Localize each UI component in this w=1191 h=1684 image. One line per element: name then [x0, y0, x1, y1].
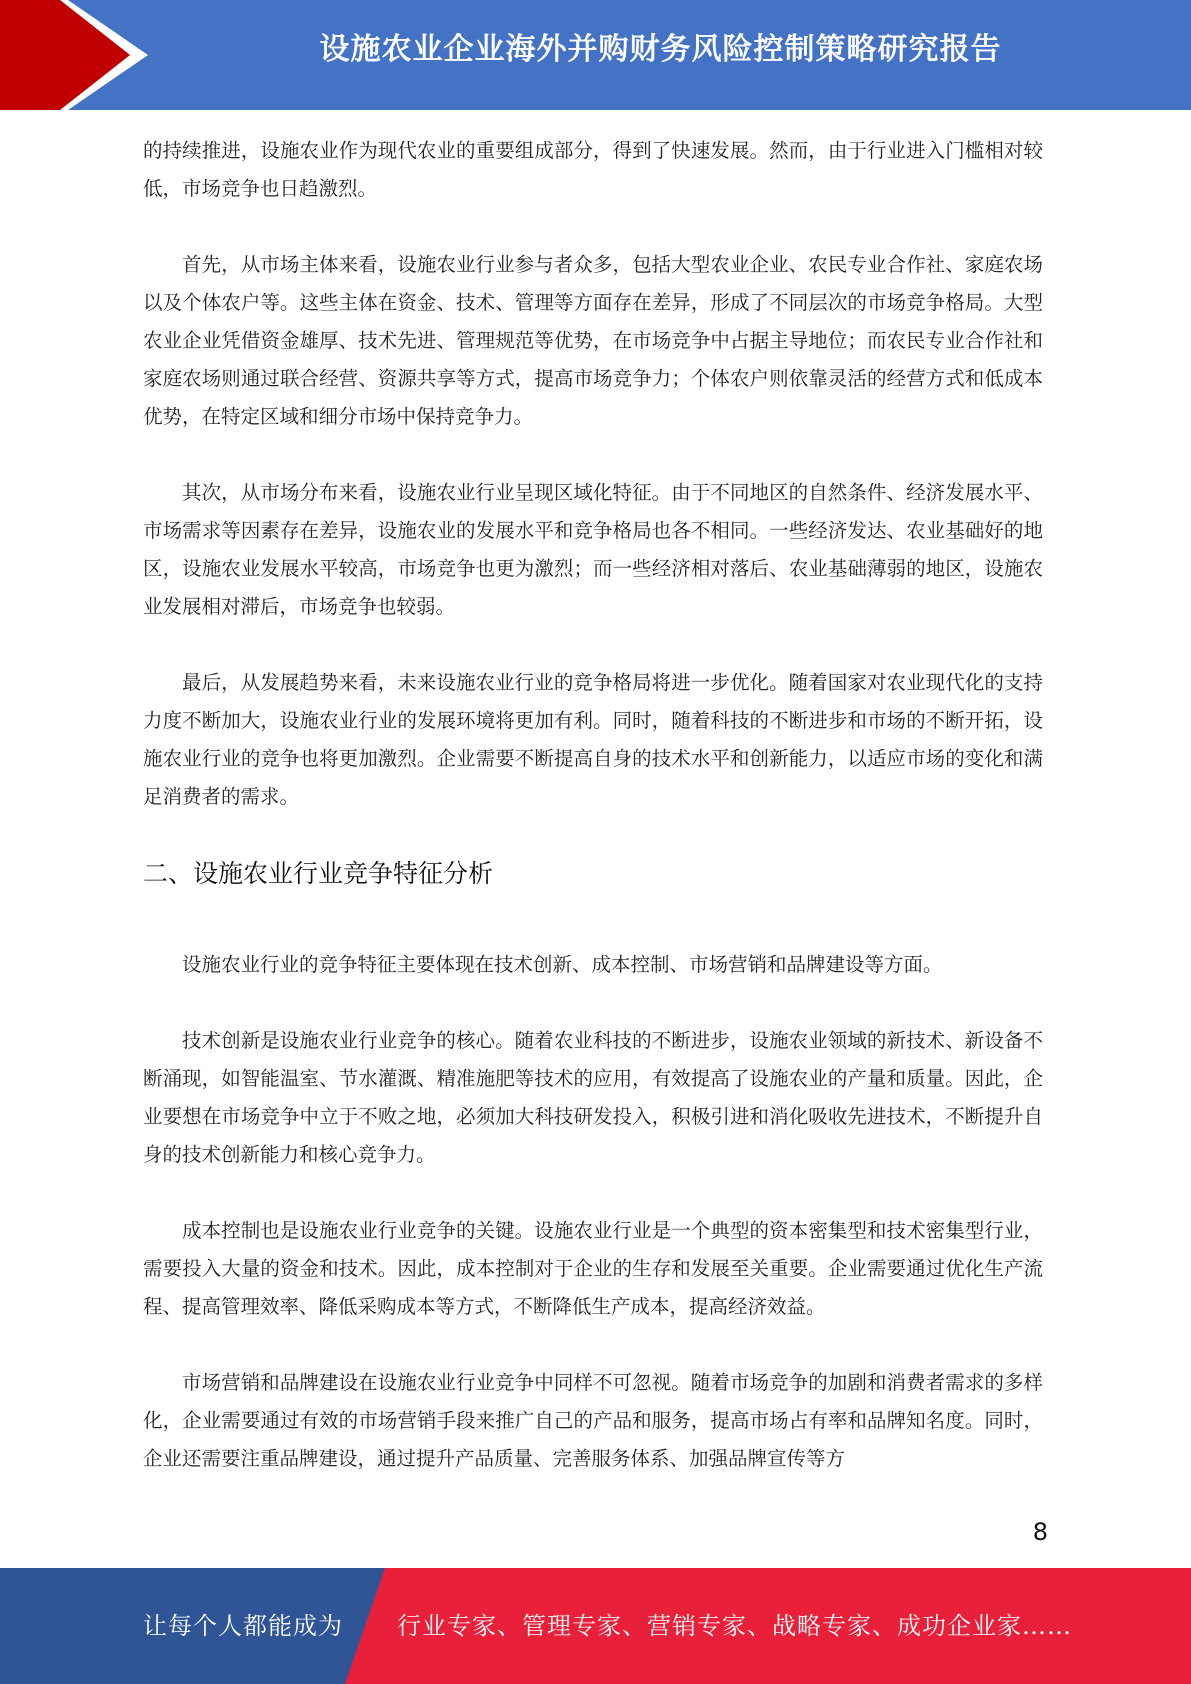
header-chevron-decoration	[0, 0, 160, 110]
paragraph: 技术创新是设施农业行业竞争的核心。随着农业科技的不断进步，设施农业领域的新技术、新设备不断涌现，如智能温室、节水灌溉、精准施肥等技术的应用，有效提高了设施农业的产量和质量。因此，企业要想在市场竞争中立于不败之地，必须加大科技研发投入，积极引进和消化吸收先进技术，不断提升自身的技术创新能力和核心竞争力。	[143, 1029, 1043, 1166]
page-footer	[0, 1568, 1191, 1684]
footer-slogan-right: 行业专家、管理专家、营销专家、战略专家、成功企业家……	[397, 1612, 1072, 1640]
page-number: 8	[1032, 1518, 1048, 1546]
footer-slogan-left: 让每个人都能成为	[143, 1612, 343, 1640]
report-title: 设施农业企业海外并购财务风险控制策略研究报告	[319, 32, 1002, 67]
page-content	[143, 132, 1043, 1516]
paragraph: 的持续推进，设施农业作为现代农业的重要组成部分，得到了快速发展。然而，由于行业进入门槛相对较低，市场竞争也日趋激烈。	[143, 139, 1043, 200]
page-header	[0, 0, 1191, 110]
paragraph: 首先，从市场主体来看，设施农业行业参与者众多，包括大型农业企业、农民专业合作社、家庭农场以及个体农户等。这些主体在资金、技术、管理等方面存在差异，形成了不同层次的市场竞争格局。大型农业企业凭借资金雄厚、技术先进、管理规范等优势，在市场竞争中占据主导地位；而农民专业合作社和家庭农场则通过联合经营、资源共享等方式，提高市场竞争力；个体农户则依靠灵活的经营方式和低成本优势，在特定区域和细分市场中保持竞争力。	[143, 253, 1043, 428]
paragraph: 成本控制也是设施农业行业竞争的关键。设施农业行业是一个典型的资本密集型和技术密集型行业，需要投入大量的资金和技术。因此，成本控制对于企业的生存和发展至关重要。企业需要通过优化生产流程、提高管理效率、降低采购成本等方式，不断降低生产成本，提高经济效益。	[143, 1219, 1043, 1318]
section-heading: 二、设施农业行业竞争特征分析	[143, 859, 494, 888]
paragraph: 设施农业行业的竞争特征主要体现在技术创新、成本控制、市场营销和品牌建设等方面。	[182, 953, 943, 976]
paragraph: 市场营销和品牌建设在设施农业行业竞争中同样不可忽视。随着市场竞争的加剧和消费者需求的多样化，企业需要通过有效的市场营销手段来推广自己的产品和服务，提高市场占有率和品牌知名度。同时，企业还需要注重品牌建设，通过提升产品质量、完善服务体系、加强品牌宣传等方	[143, 1371, 1043, 1470]
paragraph: 最后，从发展趋势来看，未来设施农业行业的竞争格局将进一步优化。随着国家对农业现代化的支持力度不断加大，设施农业行业的发展环境将更加有利。同时，随着科技的不断进步和市场的不断开拓，设施农业行业的竞争也将更加激烈。企业需要不断提高自身的技术水平和创新能力，以适应市场的变化和满足消费者的需求。	[143, 671, 1043, 808]
paragraph: 其次，从市场分布来看，设施农业行业呈现区域化特征。由于不同地区的自然条件、经济发展水平、市场需求等因素存在差异，设施农业的发展水平和竞争格局也各不相同。一些经济发达、农业基础好的地区，设施农业发展水平较高，市场竞争也更为激烈；而一些经济相对落后、农业基础薄弱的地区，设施农业发展相对滞后，市场竞争也较弱。	[143, 481, 1043, 618]
